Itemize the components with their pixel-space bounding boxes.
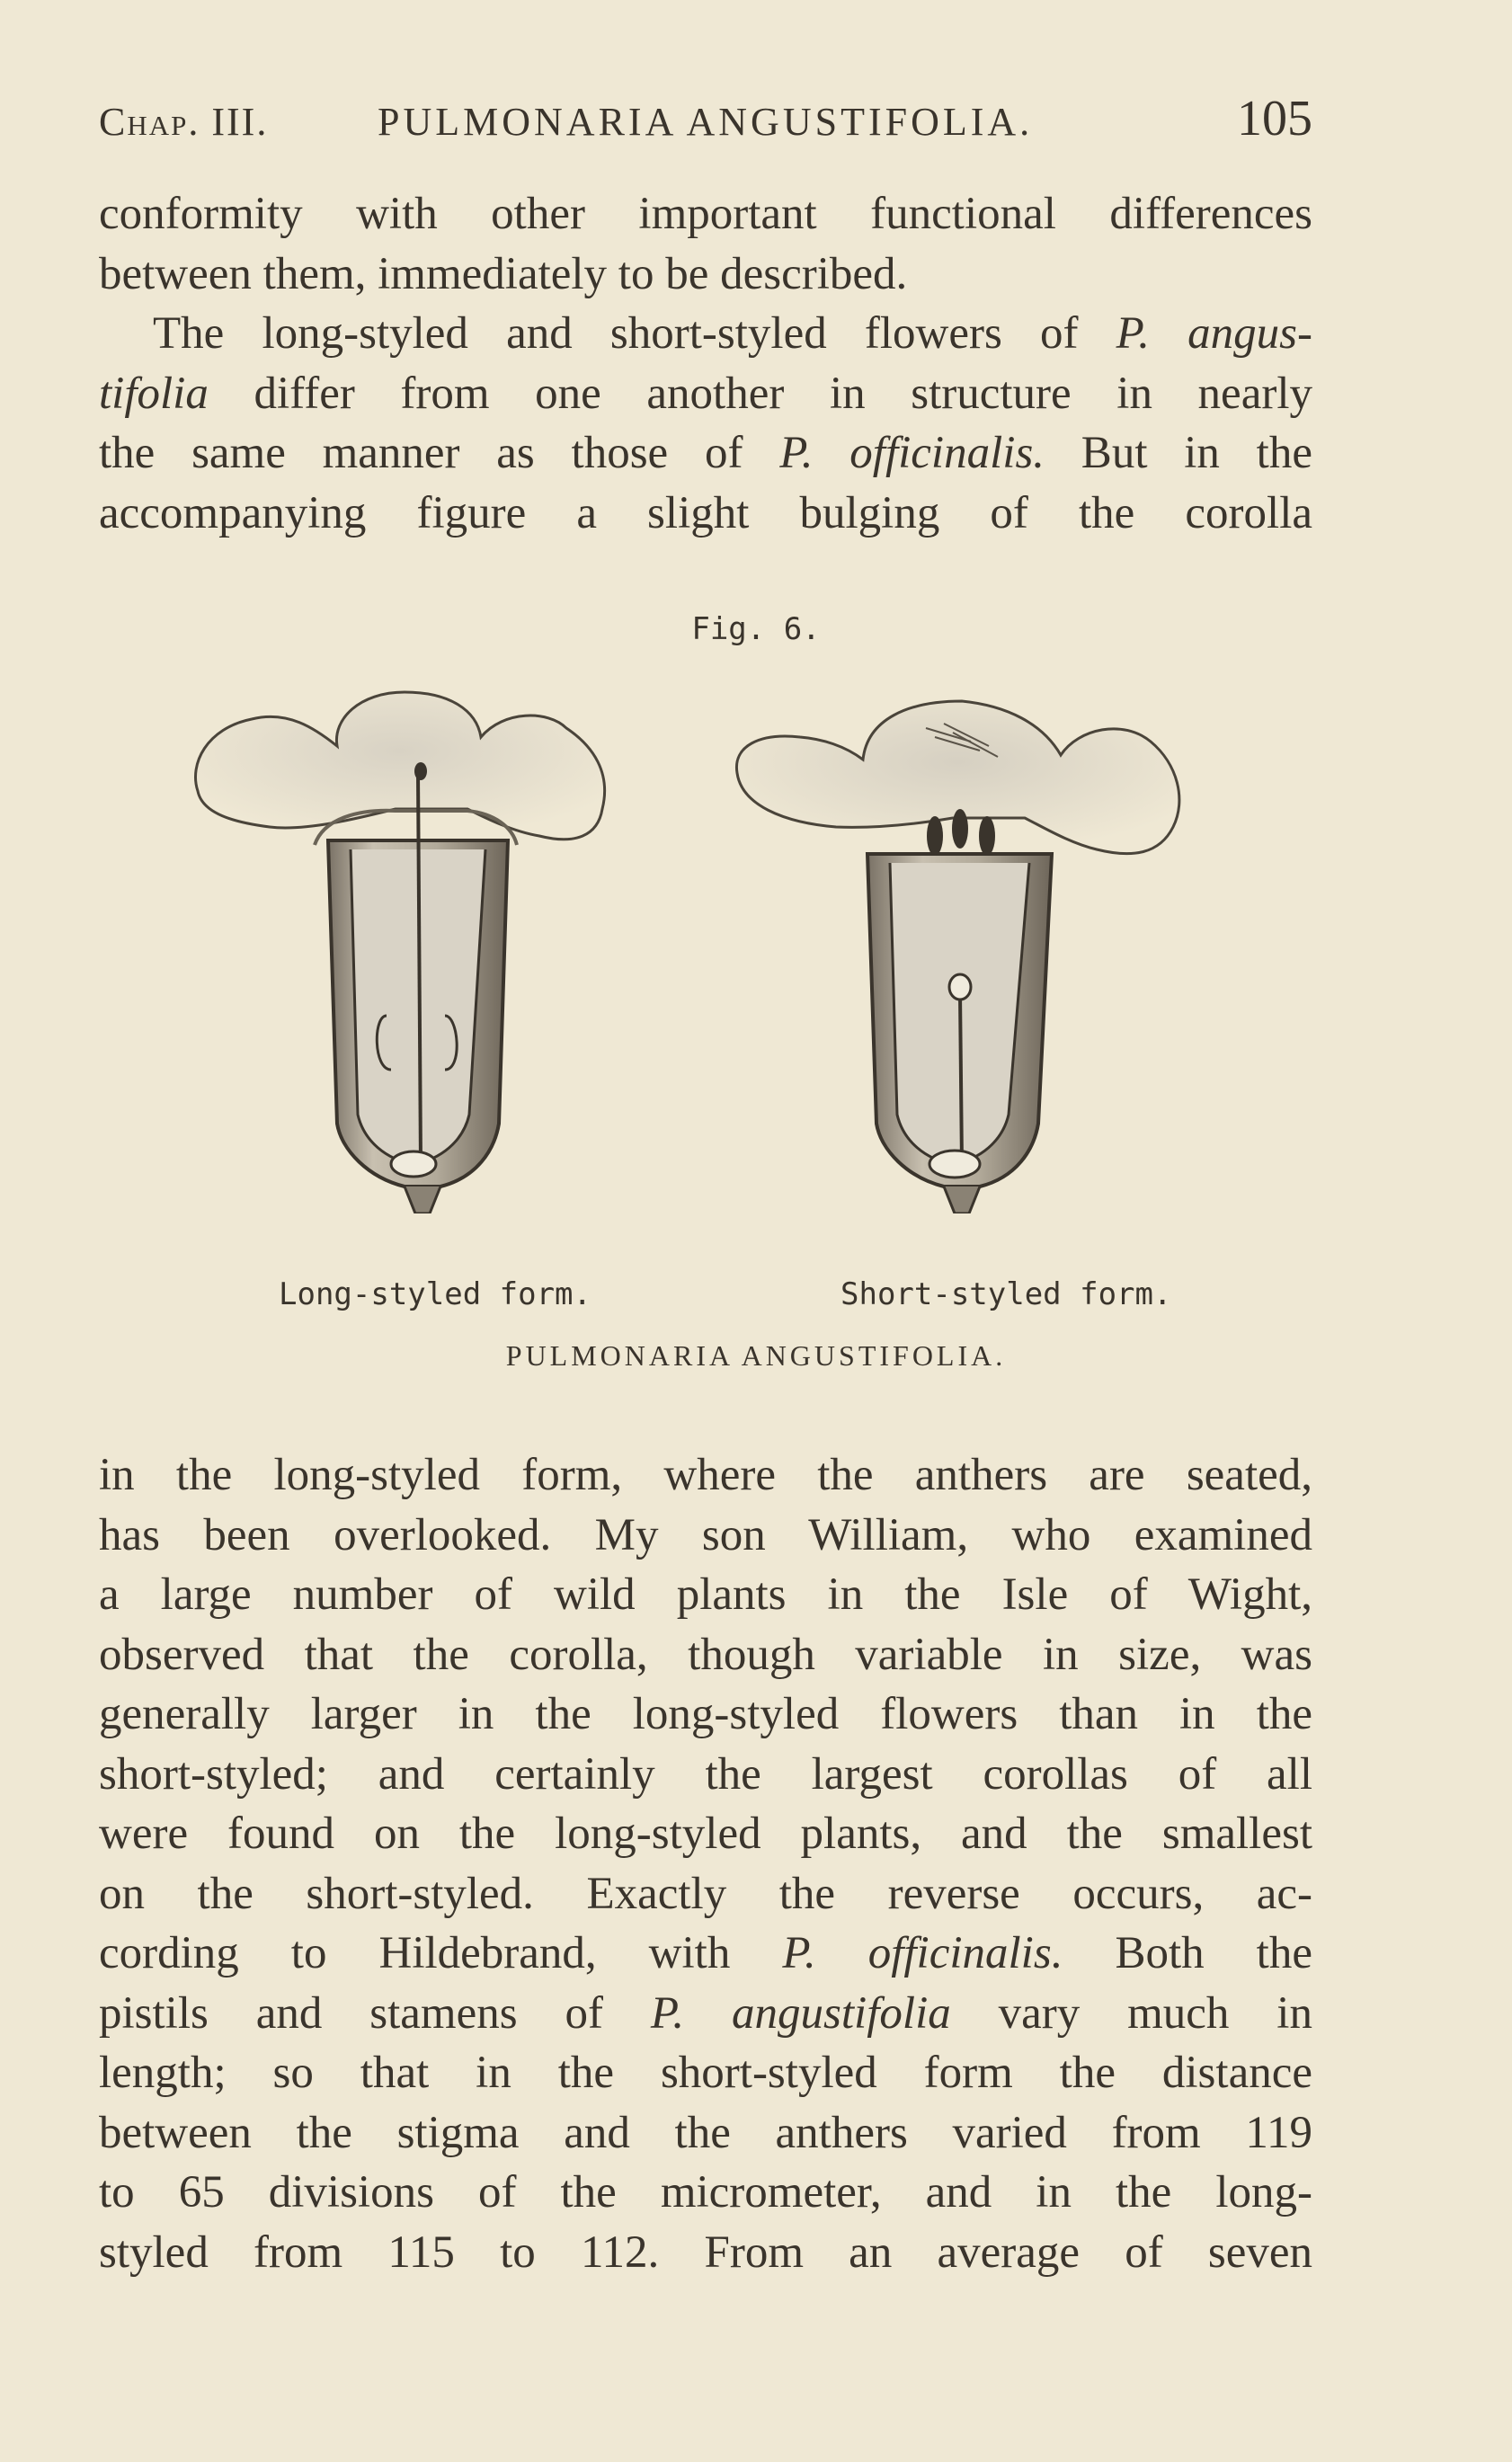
text-line: short-styled; and certainly the largest corollas of all [99,1748,1312,1800]
text-line: generally larger in the long-styled flowers than in the [99,1689,1312,1739]
chapter-label: Chap. III. [99,100,269,144]
text-line [99,423,1312,484]
text-line [99,364,1312,424]
text-line: in the long-styled form, where the anthers are seated, [99,1450,1312,1500]
paragraph-observations [99,1445,1312,2282]
text-line: between them, immediately to be described. [99,248,908,299]
text-span: pistils and stamens of [99,1987,651,2039]
page-number: 105 [1237,91,1312,147]
text-line [99,1984,1312,2044]
text-line: were found on the long-styled plants, and the smallest [99,1809,1312,1859]
species-name: P. angustifolia [650,1987,951,2039]
text-line: conformity with other important functional differences [99,189,1312,239]
text-span: Both the [1063,1928,1312,1978]
text-span: The long-styled and short-styled flowers of [153,308,1116,359]
text-line: observed that the corolla, though variable in size, was [99,1629,1312,1680]
paragraph-continuation [99,184,1312,304]
running-title: PULMONARIA ANGUSTIFOLIA. [378,100,1034,144]
caption-long-styled: Long-styled form. [279,1276,591,1312]
species-name: P. angus- [1116,308,1312,359]
short-styled-flower-illustration [719,674,1241,1213]
text-span: vary much in [950,1987,1312,2039]
text-line [99,1924,1312,1984]
text-line [99,304,1312,364]
text-span: differ from one another in structure in nearly [208,368,1312,419]
figure-6 [0,593,1512,1402]
text-line: on the short-styled. Exactly the reverse occurs, ac- [99,1868,1312,1919]
caption-species: PULMONARIA ANGUSTIFOLIA. [505,1339,1007,1372]
species-name: P. officinalis. [779,428,1045,478]
caption-short-styled: Short-styled form. [840,1276,1172,1312]
long-styled-flower-illustration [180,674,701,1213]
text-line: a large number of wild plants in the Isle of Wight, [99,1569,1312,1620]
text-span: the same manner as those of [99,428,780,478]
text-line: to 65 divisions of the micrometer, and in the long- [99,2167,1312,2218]
species-name: P. officinalis. [782,1928,1063,1978]
running-head [99,90,1312,153]
text-line: styled from 115 to 112. From an average of seven [99,2226,1312,2278]
text-line: length; so that in the short-styled form the distance [99,2048,1312,2098]
text-line: has been overlooked. My son William, who examined [99,1509,1312,1560]
text-line: between the stigma and the anthers varied from 119 [99,2107,1312,2158]
figure-label: Fig. 6. [691,611,821,647]
paragraph-forms [99,304,1312,543]
species-name: tifolia [99,368,209,419]
text-line: accompanying figure a slight bulging of the corolla [99,487,1312,538]
text-span: But in the [1045,428,1312,478]
text-span: cording to Hildebrand, with [99,1928,783,1978]
